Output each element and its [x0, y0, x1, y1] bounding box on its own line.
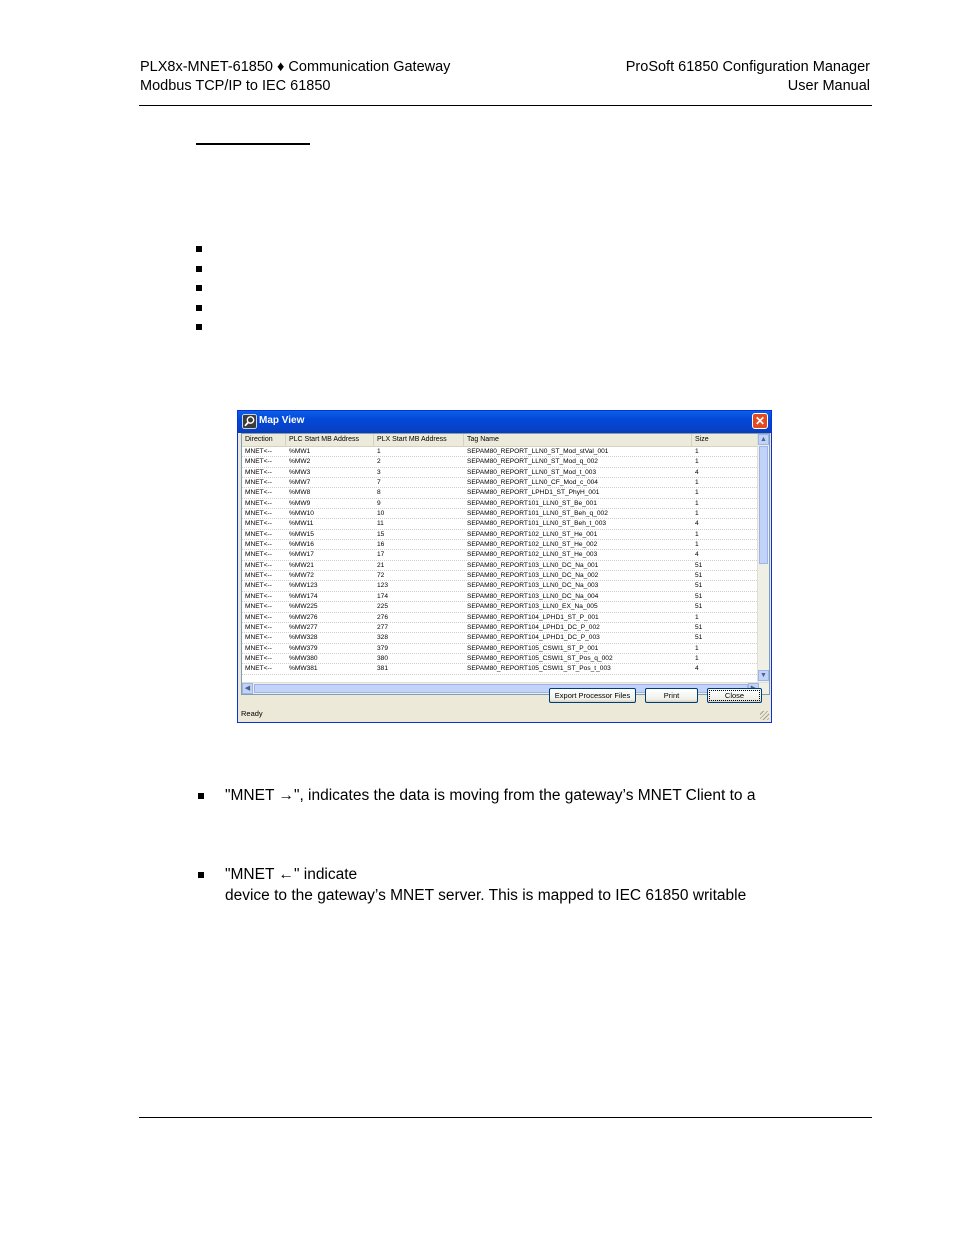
cell-size: 1: [695, 499, 699, 507]
cell-size: 4: [695, 665, 699, 673]
cell-size: 51: [695, 572, 703, 580]
cell-plc-start: %MW11: [289, 520, 314, 528]
bullet-marker: [196, 305, 202, 311]
cell-tag-name: SEPAM80_REPORT101_LLN0_ST_Beh_t_003: [467, 520, 607, 528]
footer-divider: [139, 1117, 872, 1118]
cell-plx-start: 174: [377, 592, 389, 600]
paragraph-mnet-in-line2: device to the gateway’s MNET server. This is mapped to IEC 61850 writable: [225, 887, 747, 904]
cell-plc-start: %MW17: [289, 551, 314, 559]
cell-plc-start: %MW276: [289, 613, 318, 621]
cell-tag-name: SEPAM80_REPORT101_LLN0_ST_Be_001: [467, 499, 597, 507]
table-row[interactable]: [242, 644, 759, 654]
cell-plx-start: 9: [377, 499, 381, 507]
cell-tag-name: SEPAM80_REPORT103_LLN0_DC_Na_001: [467, 561, 599, 569]
column-header-plx-start[interactable]: PLX Start MB Address: [374, 434, 464, 446]
manual-type: User Manual: [787, 78, 870, 94]
bullet-marker: [196, 324, 202, 330]
vertical-scrollbar[interactable]: [757, 434, 769, 682]
product-subtitle: Modbus TCP/IP to IEC 61850: [140, 78, 331, 94]
bullet-marker: [196, 285, 202, 291]
cell-plx-start: 225: [377, 603, 389, 611]
vertical-scroll-thumb[interactable]: [759, 446, 768, 564]
cell-size: 51: [695, 603, 703, 611]
table-row[interactable]: [242, 664, 759, 674]
cell-plc-start: %MW1: [289, 448, 311, 455]
scroll-down-arrow-icon[interactable]: ▼: [758, 670, 769, 681]
cell-plx-start: 21: [377, 561, 385, 569]
table-row[interactable]: [242, 540, 759, 550]
cell-direction: MNET<--: [245, 551, 272, 559]
paragraph-mnet-in-line1: "MNET ←" indicate: [225, 866, 358, 883]
cell-tag-name: SEPAM80_REPORT_LPHD1_ST_PhyH_001: [467, 489, 600, 497]
window-title: Map View: [259, 415, 305, 426]
cell-tag-name: SEPAM80_REPORT104_LPHD1_ST_P_001: [467, 613, 599, 621]
cell-direction: MNET<--: [245, 561, 272, 569]
map-view-window: [237, 410, 772, 723]
cell-size: 51: [695, 634, 703, 642]
cell-tag-name: SEPAM80_REPORT101_LLN0_ST_Beh_q_002: [467, 510, 608, 518]
close-button[interactable]: Close: [707, 688, 762, 703]
cell-size: 1: [695, 654, 699, 662]
cell-direction: MNET<--: [245, 520, 272, 528]
cell-plc-start: %MW21: [289, 561, 314, 569]
cell-plx-start: 276: [377, 613, 389, 621]
column-header-size[interactable]: Size: [692, 434, 759, 446]
paragraph-mnet-out: "MNET →", indicates the data is moving from the gateway’s MNET Client to a: [225, 787, 756, 804]
cell-size: 1: [695, 479, 699, 487]
close-icon[interactable]: ✕: [752, 413, 768, 429]
table-row[interactable]: [242, 654, 759, 664]
table-row[interactable]: [242, 488, 759, 498]
table-row[interactable]: [242, 530, 759, 540]
cell-size: 1: [695, 541, 699, 549]
cell-plx-start: 381: [377, 665, 389, 673]
column-header-plc-start[interactable]: PLC Start MB Address: [286, 434, 374, 446]
cell-direction: MNET<--: [245, 530, 272, 538]
cell-size: 1: [695, 530, 699, 538]
table-row[interactable]: [242, 623, 759, 633]
product-title: PLX8x-MNET-61850 ♦ Communication Gateway: [140, 59, 451, 75]
cell-size: 51: [695, 623, 703, 631]
cell-direction: MNET<--: [245, 634, 272, 642]
cell-tag-name: SEPAM80_REPORT104_LPHD1_DC_P_003: [467, 634, 600, 642]
cell-plx-start: 11: [377, 520, 384, 528]
cell-plc-start: %MW123: [289, 582, 318, 590]
cell-plc-start: %MW7: [289, 479, 311, 487]
cell-size: 1: [695, 489, 699, 497]
cell-direction: MNET<--: [245, 448, 272, 455]
cell-direction: MNET<--: [245, 582, 272, 590]
cell-plx-start: 8: [377, 489, 381, 497]
cell-size: 51: [695, 592, 703, 600]
bullet-marker: [198, 793, 204, 799]
bullet-list: [196, 246, 202, 344]
cell-size: 51: [695, 561, 703, 569]
cell-direction: MNET<--: [245, 613, 272, 621]
export-processor-files-button[interactable]: Export Processor Files: [549, 688, 636, 703]
table-row[interactable]: [242, 478, 759, 488]
table-row[interactable]: [242, 509, 759, 519]
cell-direction: MNET<--: [245, 468, 272, 476]
cell-tag-name: SEPAM80_REPORT102_LLN0_ST_He_001: [467, 530, 598, 538]
cell-plx-start: 380: [377, 654, 389, 662]
cell-plc-start: %MW225: [289, 603, 318, 611]
manual-title: ProSoft 61850 Configuration Manager: [625, 59, 870, 75]
map-rows: [242, 447, 759, 675]
table-row[interactable]: [242, 561, 759, 571]
print-button[interactable]: Print: [645, 688, 698, 703]
cell-tag-name: SEPAM80_REPORT102_LLN0_ST_He_002: [467, 541, 598, 549]
cell-size: 4: [695, 551, 699, 559]
cell-plc-start: %MW2: [289, 458, 311, 466]
cell-direction: MNET<--: [245, 541, 272, 549]
table-row[interactable]: [242, 581, 759, 591]
cell-direction: MNET<--: [245, 603, 272, 611]
cell-plx-start: 379: [377, 644, 389, 652]
cell-plx-start: 16: [377, 541, 385, 549]
cell-plx-start: 7: [377, 479, 381, 487]
cell-direction: MNET<--: [245, 499, 272, 507]
cell-direction: MNET<--: [245, 654, 272, 662]
cell-size: 4: [695, 520, 699, 528]
header-divider: [139, 105, 872, 106]
cell-plc-start: %MW3: [289, 468, 311, 476]
cell-plc-start: %MW277: [289, 623, 318, 631]
table-row[interactable]: [242, 457, 759, 467]
cell-size: 51: [695, 582, 703, 590]
cell-size: 1: [695, 644, 699, 652]
cell-tag-name: SEPAM80_REPORT103_LLN0_DC_Na_002: [467, 572, 599, 580]
column-header-row: [242, 434, 759, 447]
cell-tag-name: SEPAM80_REPORT102_LLN0_ST_He_003: [467, 551, 598, 559]
cell-tag-name: SEPAM80_REPORT105_CSWI1_ST_Pos_t_003: [467, 665, 611, 673]
section-heading-underline: [196, 143, 310, 145]
cell-plx-start: 2: [377, 458, 381, 466]
table-row[interactable]: [242, 633, 759, 643]
cell-direction: MNET<--: [245, 489, 272, 497]
cell-plx-start: 72: [377, 572, 385, 580]
cell-tag-name: SEPAM80_REPORT104_LPHD1_DC_P_002: [467, 623, 600, 631]
page-header-left: [140, 58, 450, 96]
cell-plx-start: 10: [377, 510, 385, 518]
map-view-app-icon: [242, 414, 257, 429]
map-list-view[interactable]: [241, 433, 770, 695]
bullet-marker: [196, 246, 202, 252]
cell-plc-start: %MW15: [289, 530, 314, 538]
resize-grip[interactable]: [760, 711, 769, 720]
cell-plx-start: 15: [377, 530, 385, 538]
cell-tag-name: SEPAM80_REPORT103_LLN0_EX_Na_005: [467, 603, 598, 611]
cell-tag-name: SEPAM80_REPORT_LLN0_ST_Mod_q_002: [467, 458, 598, 466]
cell-tag-name: SEPAM80_REPORT_LLN0_CF_Mod_c_004: [467, 479, 598, 487]
cell-plc-start: %MW10: [289, 510, 314, 518]
window-titlebar[interactable]: [238, 411, 771, 433]
cell-plc-start: %MW328: [289, 634, 318, 642]
table-row[interactable]: [242, 571, 759, 581]
cell-direction: MNET<--: [245, 572, 272, 580]
cell-tag-name: SEPAM80_REPORT103_LLN0_DC_Na_003: [467, 582, 599, 590]
cell-plx-start: 17: [377, 551, 385, 559]
bullet-marker: [196, 266, 202, 272]
cell-direction: MNET<--: [245, 665, 272, 673]
cell-size: 1: [695, 613, 699, 621]
table-row[interactable]: [242, 447, 759, 457]
cell-tag-name: SEPAM80_REPORT105_CSWI1_ST_P_001: [467, 644, 599, 652]
cell-size: 1: [695, 458, 699, 466]
cell-size: 1: [695, 510, 699, 518]
cell-plc-start: %MW72: [289, 572, 314, 580]
cell-plc-start: %MW174: [289, 592, 318, 600]
column-header-tag-name[interactable]: Tag Name: [464, 434, 692, 446]
table-row[interactable]: [242, 519, 759, 529]
cell-tag-name: SEPAM80_REPORT105_CSWI1_ST_Pos_q_002: [467, 654, 613, 662]
cell-direction: MNET<--: [245, 644, 272, 652]
cell-plc-start: %MW9: [289, 499, 311, 507]
scroll-up-arrow-icon[interactable]: ▲: [758, 434, 769, 445]
cell-size: 1: [695, 448, 699, 455]
cell-direction: MNET<--: [245, 479, 272, 487]
cell-plx-start: 3: [377, 468, 381, 476]
table-row[interactable]: [242, 499, 759, 509]
table-row[interactable]: [242, 602, 759, 612]
page-header-right: [626, 58, 870, 96]
cell-tag-name: SEPAM80_REPORT_LLN0_ST_Mod_t_003: [467, 468, 597, 476]
cell-plx-start: 277: [377, 623, 389, 631]
cell-plc-start: %MW379: [289, 644, 318, 652]
cell-direction: MNET<--: [245, 623, 272, 631]
cell-plc-start: %MW16: [289, 541, 314, 549]
cell-plx-start: 123: [377, 582, 389, 590]
cell-direction: MNET<--: [245, 458, 272, 466]
cell-plc-start: %MW381: [289, 665, 318, 673]
cell-direction: MNET<--: [245, 592, 272, 600]
table-row[interactable]: [242, 613, 759, 623]
cell-plc-start: %MW380: [289, 654, 318, 662]
table-row[interactable]: [242, 468, 759, 478]
column-header-direction[interactable]: Direction: [242, 434, 286, 446]
cell-tag-name: SEPAM80_REPORT103_LLN0_DC_Na_004: [467, 592, 599, 600]
cell-plx-start: 1: [377, 448, 381, 455]
cell-tag-name: SEPAM80_REPORT_LLN0_ST_Mod_stVal_001: [467, 448, 609, 455]
scroll-left-arrow-icon[interactable]: ◀: [242, 683, 253, 694]
table-row[interactable]: [242, 592, 759, 602]
cell-plc-start: %MW8: [289, 489, 311, 497]
bullet-marker: [198, 872, 204, 878]
cell-plx-start: 328: [377, 634, 389, 642]
cell-direction: MNET<--: [245, 510, 272, 518]
table-row[interactable]: [242, 550, 759, 560]
status-bar-text: Ready: [241, 709, 263, 718]
cell-size: 4: [695, 468, 699, 476]
